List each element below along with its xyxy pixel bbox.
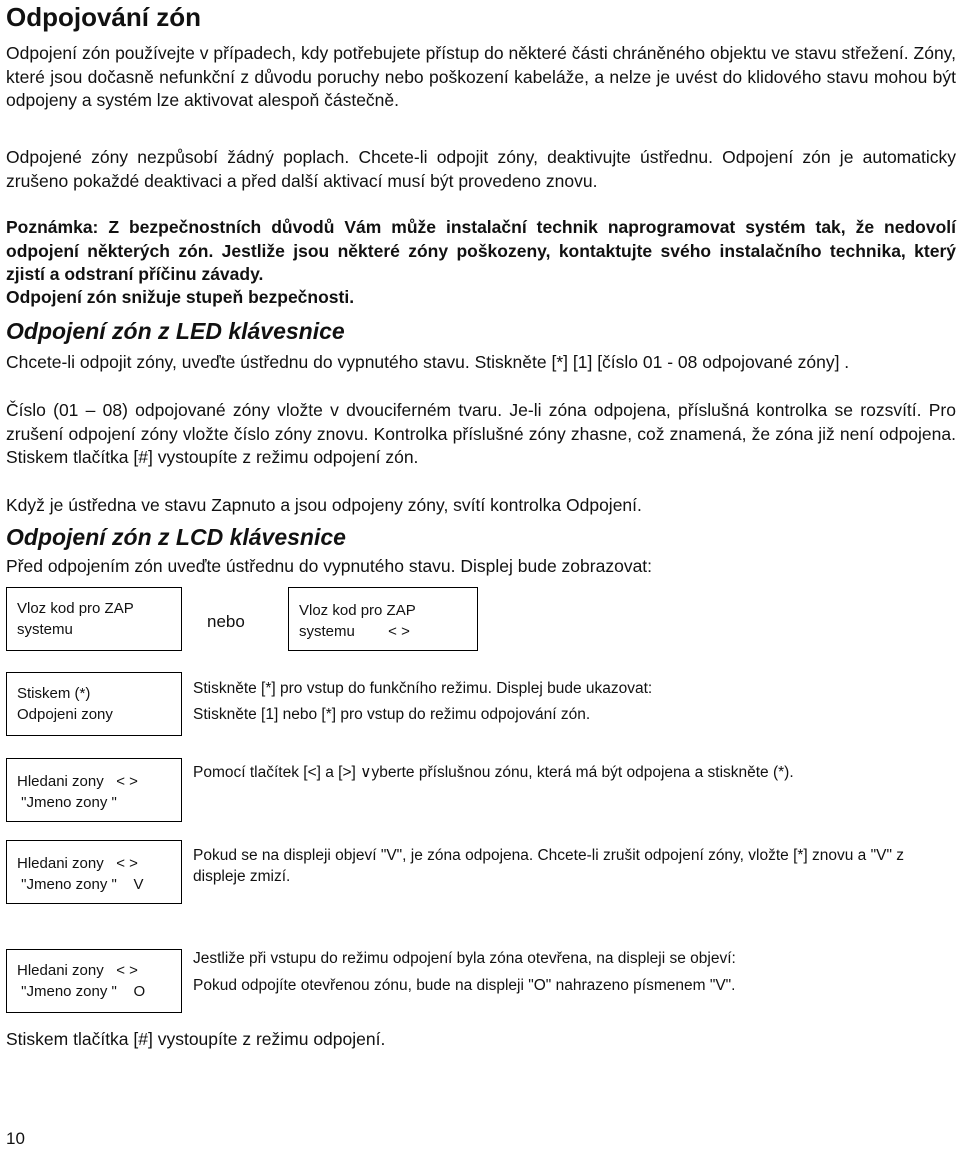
or-label: nebo [207, 612, 245, 631]
led-paragraph-1: Chcete-li odpojit zóny, uveďte ústřednu do vypnutého stavu. Stiskněte [*] [1] [číslo 01 - 08 odpojované zóny] . [6, 352, 850, 372]
step-function-mode: Stiskněte [*] pro vstup do funkčního režimu. Displej bude ukazovat: [193, 680, 653, 697]
led-paragraph-2: Číslo (01 – 08) odpojované zóny vložte v dvouciferném tvaru. Je-li zóna odpojena, příslušná kontrolka se rozsvítí. Pro zrušení odpojení zóny vložte číslo zóny znovu. Kontrolka příslušné zóny zhasne, což znamená, že zóna již není odpojena. Stiskem tlačítka [#] vystoupíte z režimu odpojení zón. [6, 400, 956, 467]
intro-paragraph: Odpojení zón používejte v případech, kdy potřebujete přístup do některé části chráněného objektu ve stavu střežení. Zóny, které jsou dočasně nefunkční z důvodu poruchy nebo poškození kabeláže, a nelze je uvést do klidového stavu mohou být odpojeny a systém lze aktivovat alespoň částečně. [6, 43, 956, 110]
security-warning: Odpojení zón snižuje stupeň bezpečnosti. [6, 287, 355, 307]
lcd-line-2: systemu [17, 621, 73, 638]
lcd-display-zone-bypassed [6, 840, 182, 904]
installer-note: Poznámka: Z bezpečnostních důvodů Vám může instalační technik naprogramovat systém tak, že nedovolí odpojení některých zón. Jestliže jsou některé zóny poškozeny, kontaktujte svého instalačního technika, který zjistí a odstraní příčinu závady. [6, 217, 956, 284]
lcd-line-1: Stiskem (*) [17, 685, 91, 702]
lcd-intro: Před odpojením zón uveďte ústřednu do vypnutého stavu. Displej bude zobrazovat: [6, 556, 653, 576]
lcd-line-2: "Jmeno zony " O [17, 983, 146, 1000]
bypass-info-paragraph: Odpojené zóny nezpůsobí žádný poplach. Chcete-li odpojit zóny, deaktivujte ústřednu. Odpojení zón je automaticky zrušeno pokaždé deaktivaci a před další aktivací musí být provedeno znovu. [6, 147, 956, 191]
lcd-line-2: "Jmeno zony " V [17, 876, 144, 893]
step-bypass-mode: Stiskněte [1] nebo [*] pro vstup do režimu odpojování zón. [193, 706, 591, 723]
step-select-zone: Pomocí tlačítek [<] a [>] ∨yberte příslušnou zónu, která má být odpojena a stiskněte (*). [193, 764, 794, 781]
lcd-line-1: Hledani zony < > [17, 962, 138, 979]
lcd-display-enter-code-arrows [288, 587, 478, 651]
step-bypassed-indicator: Pokud se na displeji objeví "V", je zóna odpojena. Chcete-li zrušit odpojení zóny, vložte [*] znovu a "V" z displeje zmizí. [193, 847, 905, 885]
led-paragraph-3: Když je ústředna ve stavu Zapnuto a jsou odpojeny zóny, svítí kontrolka Odpojení. [6, 495, 642, 515]
lcd-line-1: Hledani zony < > [17, 773, 138, 790]
lcd-line-1: Vloz kod pro ZAP [299, 602, 416, 619]
lcd-display-enter-code [6, 587, 182, 651]
lcd-display-zone-open [6, 949, 182, 1013]
lcd-line-2: systemu < > [299, 623, 410, 640]
lcd-line-2: Odpojeni zony [17, 706, 113, 723]
step-open-zone: Jestliže při vstupu do režimu odpojení byla zóna otevřena, na displeji se objeví: [193, 950, 736, 967]
page-title: Odpojování zón [6, 2, 201, 32]
lcd-display-bypass-prompt [6, 672, 182, 736]
lcd-line-2: "Jmeno zony " [17, 794, 117, 811]
lcd-line-1: Hledani zony < > [17, 855, 138, 872]
lcd-display-zone-search [6, 758, 182, 822]
led-section-heading: Odpojení zón z LED klávesnice [6, 318, 345, 344]
lcd-section-heading: Odpojení zón z LCD klávesnice [6, 524, 346, 550]
step-open-zone-replace: Pokud odpojíte otevřenou zónu, bude na displeji "O" nahrazeno písmenem "V". [193, 977, 736, 994]
exit-instruction: Stiskem tlačítka [#] vystoupíte z režimu odpojení. [6, 1029, 386, 1049]
lcd-line-1: Vloz kod pro ZAP [17, 600, 134, 617]
page-number: 10 [6, 1129, 25, 1148]
